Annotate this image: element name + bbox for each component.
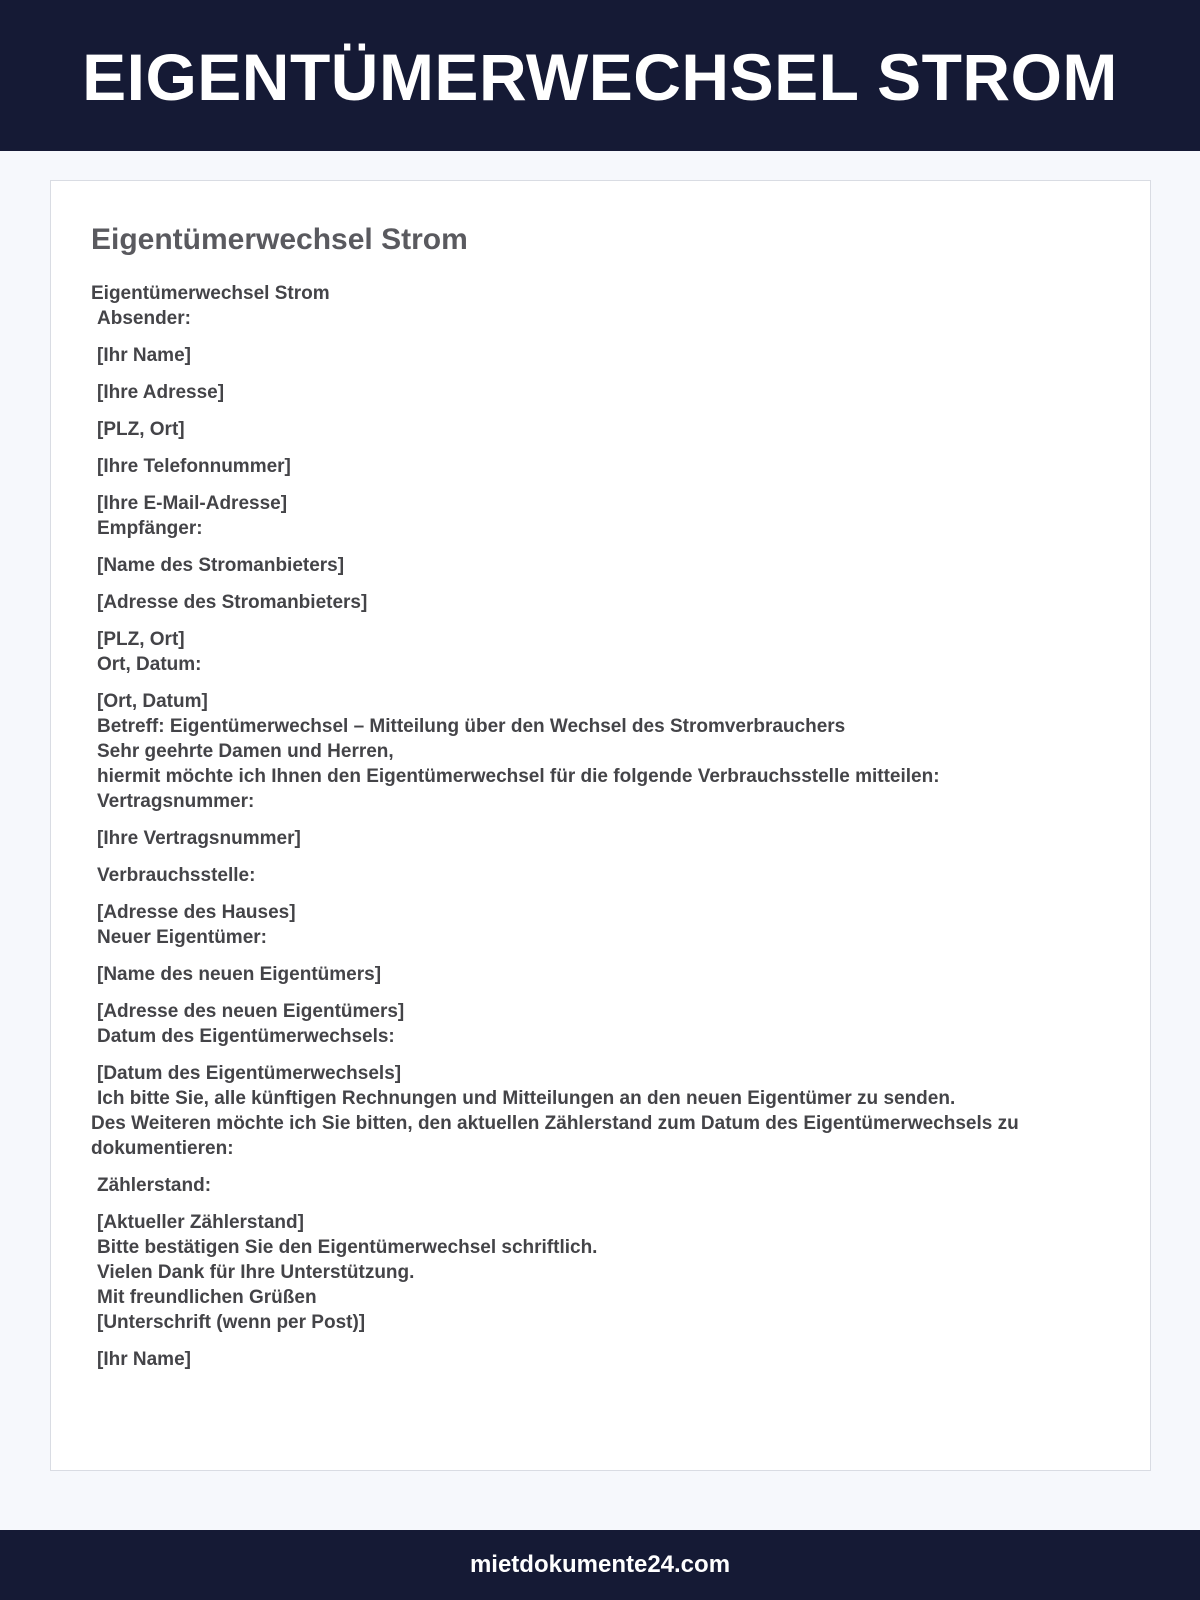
- thanks-line: Vielen Dank für Ihre Unterstützung.: [97, 1262, 415, 1283]
- consumption-point-label: Verbrauchsstelle:: [97, 865, 256, 886]
- meter-reading-request: Des Weiteren möchte ich Sie bitten, den aktuellen Zählerstand zum Datum des Eigentümerwechsels zu dokumentieren:: [91, 1113, 1019, 1159]
- closing-greeting: Mit freundlichen Grüßen: [97, 1287, 317, 1308]
- intro-text: hiermit möchte ich Ihnen den Eigentümerwechsel für die folgende Verbrauchsstelle mitteilen:: [97, 766, 940, 787]
- salutation: Sehr geehrte Damen und Herren,: [97, 741, 394, 762]
- letter-heading: Eigentümerwechsel Strom: [91, 283, 330, 304]
- contract-number-value: [Ihre Vertragsnummer]: [97, 828, 301, 849]
- letter-body: [91, 281, 1121, 1372]
- sender-postcode-city: [PLZ, Ort]: [97, 419, 185, 440]
- consumption-point-value: [Adresse des Hauses]: [97, 902, 296, 923]
- recipient-address: [Adresse des Stromanbieters]: [97, 592, 368, 613]
- header-banner: [0, 0, 1200, 151]
- recipient-name: [Name des Stromanbieters]: [97, 555, 345, 576]
- signature-name: [Ihr Name]: [97, 1349, 191, 1370]
- place-date-value: [Ort, Datum]: [97, 691, 208, 712]
- page-title: EIGENTÜMERWECHSEL STROM: [82, 39, 1118, 114]
- sender-address: [Ihre Adresse]: [97, 382, 225, 403]
- recipient-label: Empfänger:: [97, 518, 203, 539]
- place-date-label: Ort, Datum:: [97, 654, 202, 675]
- footer-site-name: mietdokumente24.com: [469, 1551, 731, 1578]
- sender-email: [Ihre E-Mail-Adresse]: [97, 493, 288, 514]
- new-owner-label: Neuer Eigentümer:: [97, 927, 267, 948]
- subject-line: Betreff: Eigentümerwechsel – Mitteilung über den Wechsel des Stromverbrauchers: [97, 716, 846, 737]
- signature-placeholder: [Unterschrift (wenn per Post)]: [97, 1312, 366, 1333]
- footer-banner: [0, 1530, 1200, 1600]
- meter-reading-value: [Aktueller Zählerstand]: [97, 1212, 304, 1233]
- meter-reading-label: Zählerstand:: [97, 1175, 212, 1196]
- recipient-postcode-city: [PLZ, Ort]: [97, 629, 185, 650]
- confirmation-request: Bitte bestätigen Sie den Eigentümerwechsel schriftlich.: [97, 1237, 598, 1258]
- change-date-label: Datum des Eigentümerwechsels:: [97, 1026, 395, 1047]
- contract-number-label: Vertragsnummer:: [97, 791, 255, 812]
- document-card: [50, 180, 1151, 1471]
- new-owner-name: [Name des neuen Eigentümers]: [97, 964, 382, 985]
- document-title: Eigentümerwechsel Strom: [91, 223, 468, 256]
- new-owner-address: [Adresse des neuen Eigentümers]: [97, 1001, 405, 1022]
- sender-name: [Ihr Name]: [97, 345, 191, 366]
- change-date-value: [Datum des Eigentümerwechsels]: [97, 1063, 402, 1084]
- invoice-request: Ich bitte Sie, alle künftigen Rechnungen und Mitteilungen an den neuen Eigentümer zu senden.: [97, 1088, 956, 1109]
- sender-label: Absender:: [97, 308, 191, 329]
- sender-phone: [Ihre Telefonnummer]: [97, 456, 291, 477]
